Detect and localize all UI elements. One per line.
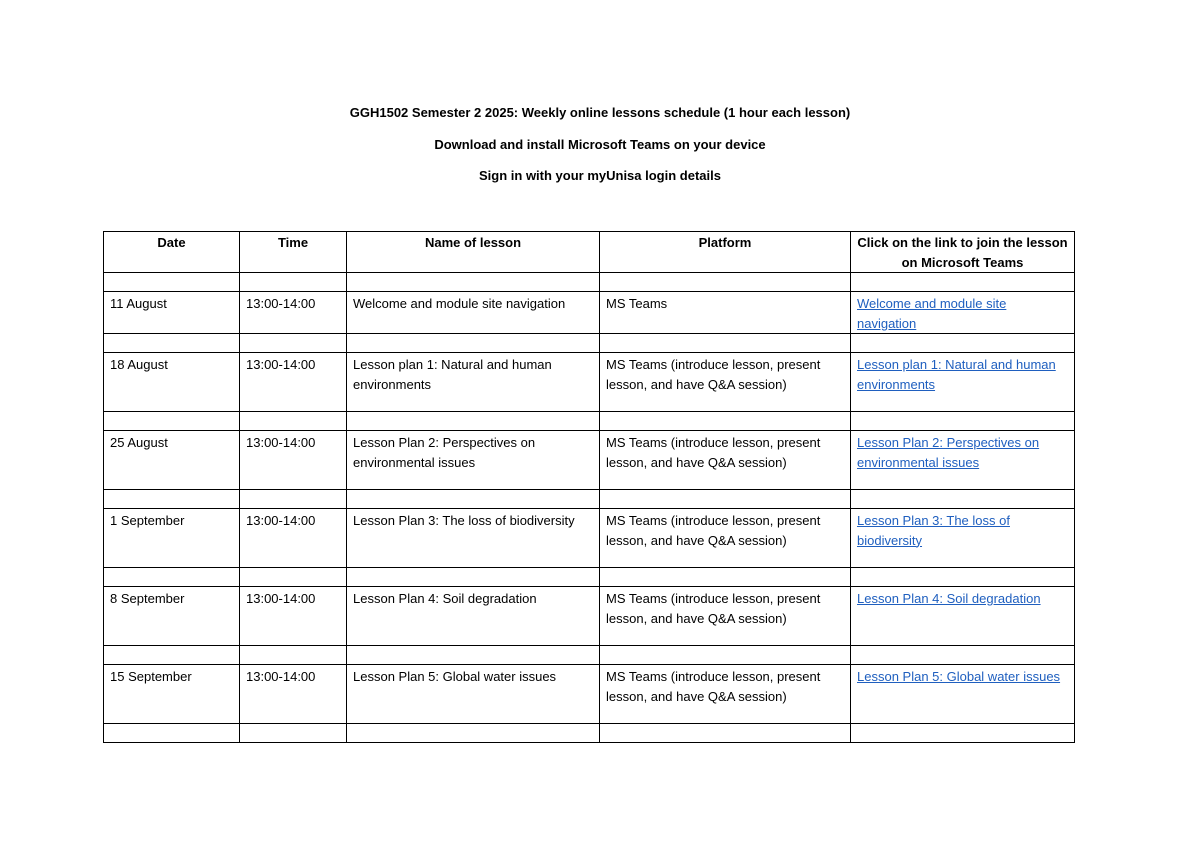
join-link-lesson-plan-5[interactable]: Lesson Plan 5: Global water issues — [857, 669, 1061, 684]
cell-join-link — [851, 292, 1075, 334]
cell-date: 18 August — [104, 353, 240, 412]
table-header-row — [104, 232, 1075, 273]
cell-join-link — [851, 587, 1075, 646]
cell-lesson-name: Welcome and module site navigation — [347, 292, 600, 334]
cell-time: 13:00-14:00 — [240, 353, 347, 412]
cell-lesson-name: Lesson Plan 2: Perspectives on environmental issues — [347, 431, 600, 490]
cell-join-link — [851, 509, 1075, 568]
join-link-lesson-plan-1[interactable]: Lesson plan 1: Natural and human environments — [857, 357, 1056, 392]
spacer-row — [104, 334, 1075, 353]
table-row — [104, 587, 1075, 646]
table-row — [104, 292, 1075, 334]
join-link-lesson-plan-3[interactable]: Lesson Plan 3: The loss of biodiversity — [857, 513, 1010, 548]
header-date: Date — [104, 232, 240, 273]
join-link-lesson-plan-2[interactable]: Lesson Plan 2: Perspectives on environmental issues — [857, 435, 1040, 470]
cell-date: 1 September — [104, 509, 240, 568]
cell-platform: MS Teams (introduce lesson, present lesson, and have Q&A session) — [600, 509, 851, 568]
cell-platform: MS Teams — [600, 292, 851, 334]
join-link-lesson-plan-4[interactable]: Lesson Plan 4: Soil degradation — [857, 591, 1041, 606]
header-platform: Platform — [600, 232, 851, 273]
cell-time: 13:00-14:00 — [240, 292, 347, 334]
join-link-welcome[interactable]: Welcome and module site navigation — [857, 296, 1007, 331]
header-join-link: Click on the link to join the lesson on Microsoft Teams — [851, 232, 1075, 273]
table-row — [104, 665, 1075, 724]
cell-time: 13:00-14:00 — [240, 587, 347, 646]
cell-date: 15 September — [104, 665, 240, 724]
spacer-row — [104, 724, 1075, 743]
cell-time: 13:00-14:00 — [240, 431, 347, 490]
table-row — [104, 353, 1075, 412]
spacer-row — [104, 412, 1075, 431]
header-lesson-name: Name of lesson — [347, 232, 600, 273]
spacer-row — [104, 568, 1075, 587]
cell-date: 8 September — [104, 587, 240, 646]
lessons-schedule-table — [103, 231, 1075, 743]
cell-lesson-name: Lesson Plan 4: Soil degradation — [347, 587, 600, 646]
spacer-row — [104, 646, 1075, 665]
cell-date: 11 August — [104, 292, 240, 334]
spacer-row — [104, 490, 1075, 509]
document-title: GGH1502 Semester 2 2025: Weekly online lessons schedule (1 hour each lesson) — [349, 105, 851, 120]
cell-join-link — [851, 665, 1075, 724]
cell-lesson-name: Lesson Plan 3: The loss of biodiversity — [347, 509, 600, 568]
cell-join-link — [851, 353, 1075, 412]
install-teams-instruction: Download and install Microsoft Teams on your device — [434, 137, 766, 152]
sign-in-instruction: Sign in with your myUnisa login details — [479, 168, 721, 183]
cell-date: 25 August — [104, 431, 240, 490]
cell-join-link — [851, 431, 1075, 490]
cell-time: 13:00-14:00 — [240, 665, 347, 724]
cell-time: 13:00-14:00 — [240, 509, 347, 568]
header-time: Time — [240, 232, 347, 273]
cell-platform: MS Teams (introduce lesson, present lesson, and have Q&A session) — [600, 353, 851, 412]
cell-platform: MS Teams (introduce lesson, present lesson, and have Q&A session) — [600, 665, 851, 724]
cell-platform: MS Teams (introduce lesson, present lesson, and have Q&A session) — [600, 431, 851, 490]
table-row — [104, 431, 1075, 490]
spacer-row — [104, 273, 1075, 292]
cell-lesson-name: Lesson plan 1: Natural and human environments — [347, 353, 600, 412]
cell-platform: MS Teams (introduce lesson, present lesson, and have Q&A session) — [600, 587, 851, 646]
cell-lesson-name: Lesson Plan 5: Global water issues — [347, 665, 600, 724]
table-row — [104, 509, 1075, 568]
